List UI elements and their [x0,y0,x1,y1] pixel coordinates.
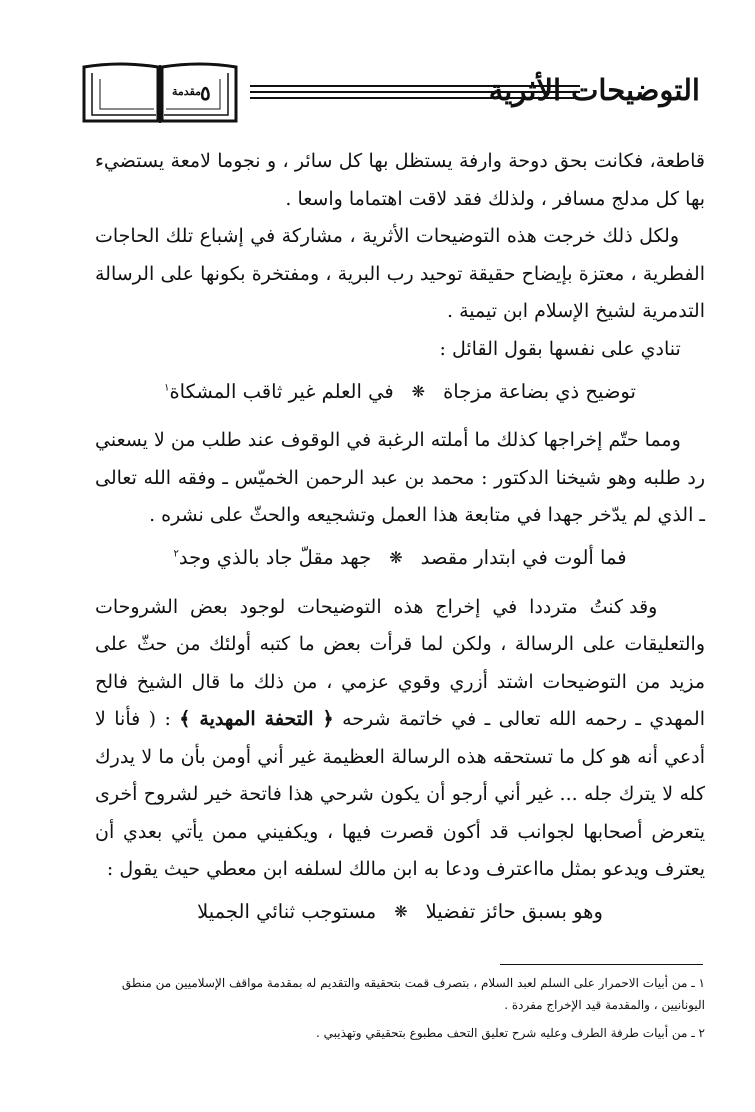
footnote-2: ٢ ـ من أبيات طرفة الطرف وعليه شرح تعليق التحف مطبوع بتحقيقي وتهذيبي . [316,1026,705,1040]
footnotes [90,972,705,1050]
footnote-ref-2: ٢ [173,548,179,560]
verse-1-second-hemistich: في العلم غير ثاقب المشكاة$^١$ [164,379,394,403]
text-line: أصحابها لجوانب قد أكون قصرت فيها ، ويكفيني ممن يأتي بعدي أن يعترف ويدعو [95,820,705,880]
text-line: الحاجات الفطرية ، معتزة بإيضاح حقيقة توحيد رب البرية ، ومفتخرة بكونها على [95,225,705,285]
text-line: ولكل ذلك خرجت هذه التوضيحات الأثرية ، مشاركة في إشباع تلك [165,225,680,247]
text-line: : ( فأنا لا أدعي أنه [95,708,705,768]
text-line: جله ... غير أني أرجو أن يكون شرحي هذا فاتحة خير لشروح أخرى يتعرض [95,783,705,843]
text-line: والتعليقات على الرسالة ، ولكن لما قرأت بعض ما كتبه أولئك من حثّ على مزيد [95,633,706,693]
verse-separator-icon: ❋ [394,902,408,921]
verse-3 [95,889,705,935]
paragraph-2 [95,218,705,331]
text-line: تنادي على نفسها بقول القائل : [439,337,681,360]
open-book-icon [80,59,240,127]
section-badge: مقدمة [172,85,202,98]
footnote-divider [500,964,703,965]
verse-3-first-hemistich: وهو بسبق حائز تفضيلا [425,900,603,923]
page-number: ٥ [200,81,211,105]
verse-1-first-hemistich: توضيح ذي بضاعة مزجاة [443,379,636,403]
main-text [95,143,705,935]
paragraph-1 [95,143,705,218]
paragraph-3 [95,331,705,369]
text-line: قاطعة، فكانت بحق دوحة وارفة يستظل بها كل سائر ، و نجوما لامعة يستضيء بها [95,150,705,210]
text-line: من التوضيحات اشتد أزري وقوي عزمي ، من ذلك ما قال الشيخ فالح المهدي ـ [95,670,705,730]
verse-2 [95,535,705,581]
text-line: ومما حتّم إخراجها كذلك ما أملته الرغبة في الوقوف عند طلب من لا يسعني [95,429,681,451]
text-line: الرسالة التدمرية لشيخ الإسلام ابن تيمية . [95,262,705,322]
verse-3-second-hemistich: مستوجب ثنائي الجميلا [197,900,377,923]
book-title-reference: ﴿ التحفة المهدية ﴾ [179,708,334,730]
verse-separator-icon: ❋ [411,381,426,401]
text-line: هو كل ما تستحقه هذه الرسالة العظيمة غير أني أومن بأن ما لا يدرك كله لا يترك [95,745,705,805]
footnote-1: ١ ـ من أبيات الاحمرار على السلم لعبد السلام ، بتصرف قمت بتحقيقه والتقديم له بمقدمة مواقف الإسلاميين من منطق اليونانيين ، والمقدمة قيد الإخراج مفردة . [121,976,705,1012]
verse-1 [95,368,705,414]
text-line: رد طلبه وهو شيخنا الدكتور : محمد بن عبد الرحمن الخميّس ـ وفقه الله تعالى ـ [95,466,705,526]
verse-2-first-hemistich: فما ألوت في ابتدار مقصد [420,546,627,569]
text-line: بمثل مااعترف ودعا به ابن مالك لسلفه ابن معطي حيث يقول : [106,858,597,880]
verse-2-second-hemistich: جهد مقلّ جاد بالذي وجد$^٢$ [173,546,372,569]
text-line: كل مدلج مسافر ، ولذلك فقد لاقت اهتماما واسعا . [285,187,680,210]
text-line: وقد كنتُ مترددا في إخراج هذه التوضيحات لوجود بعض الشروحات [95,595,658,618]
text-line: رحمه الله تعالى ـ في خاتمة شرحه [342,708,627,730]
verse-separator-icon: ❋ [389,548,403,567]
book-title: التوضيحات الأثرية [488,73,700,107]
open-book-frame [80,59,240,127]
paragraph-4 [95,422,705,535]
page-header [80,55,700,130]
paragraph-5 [95,589,705,889]
footnote-ref-1: ١ [164,382,170,393]
text-line: الذي لم يدّخر جهدا في متابعة هذا العمل وتشجيعه والحثّ على نشره . [149,504,694,526]
